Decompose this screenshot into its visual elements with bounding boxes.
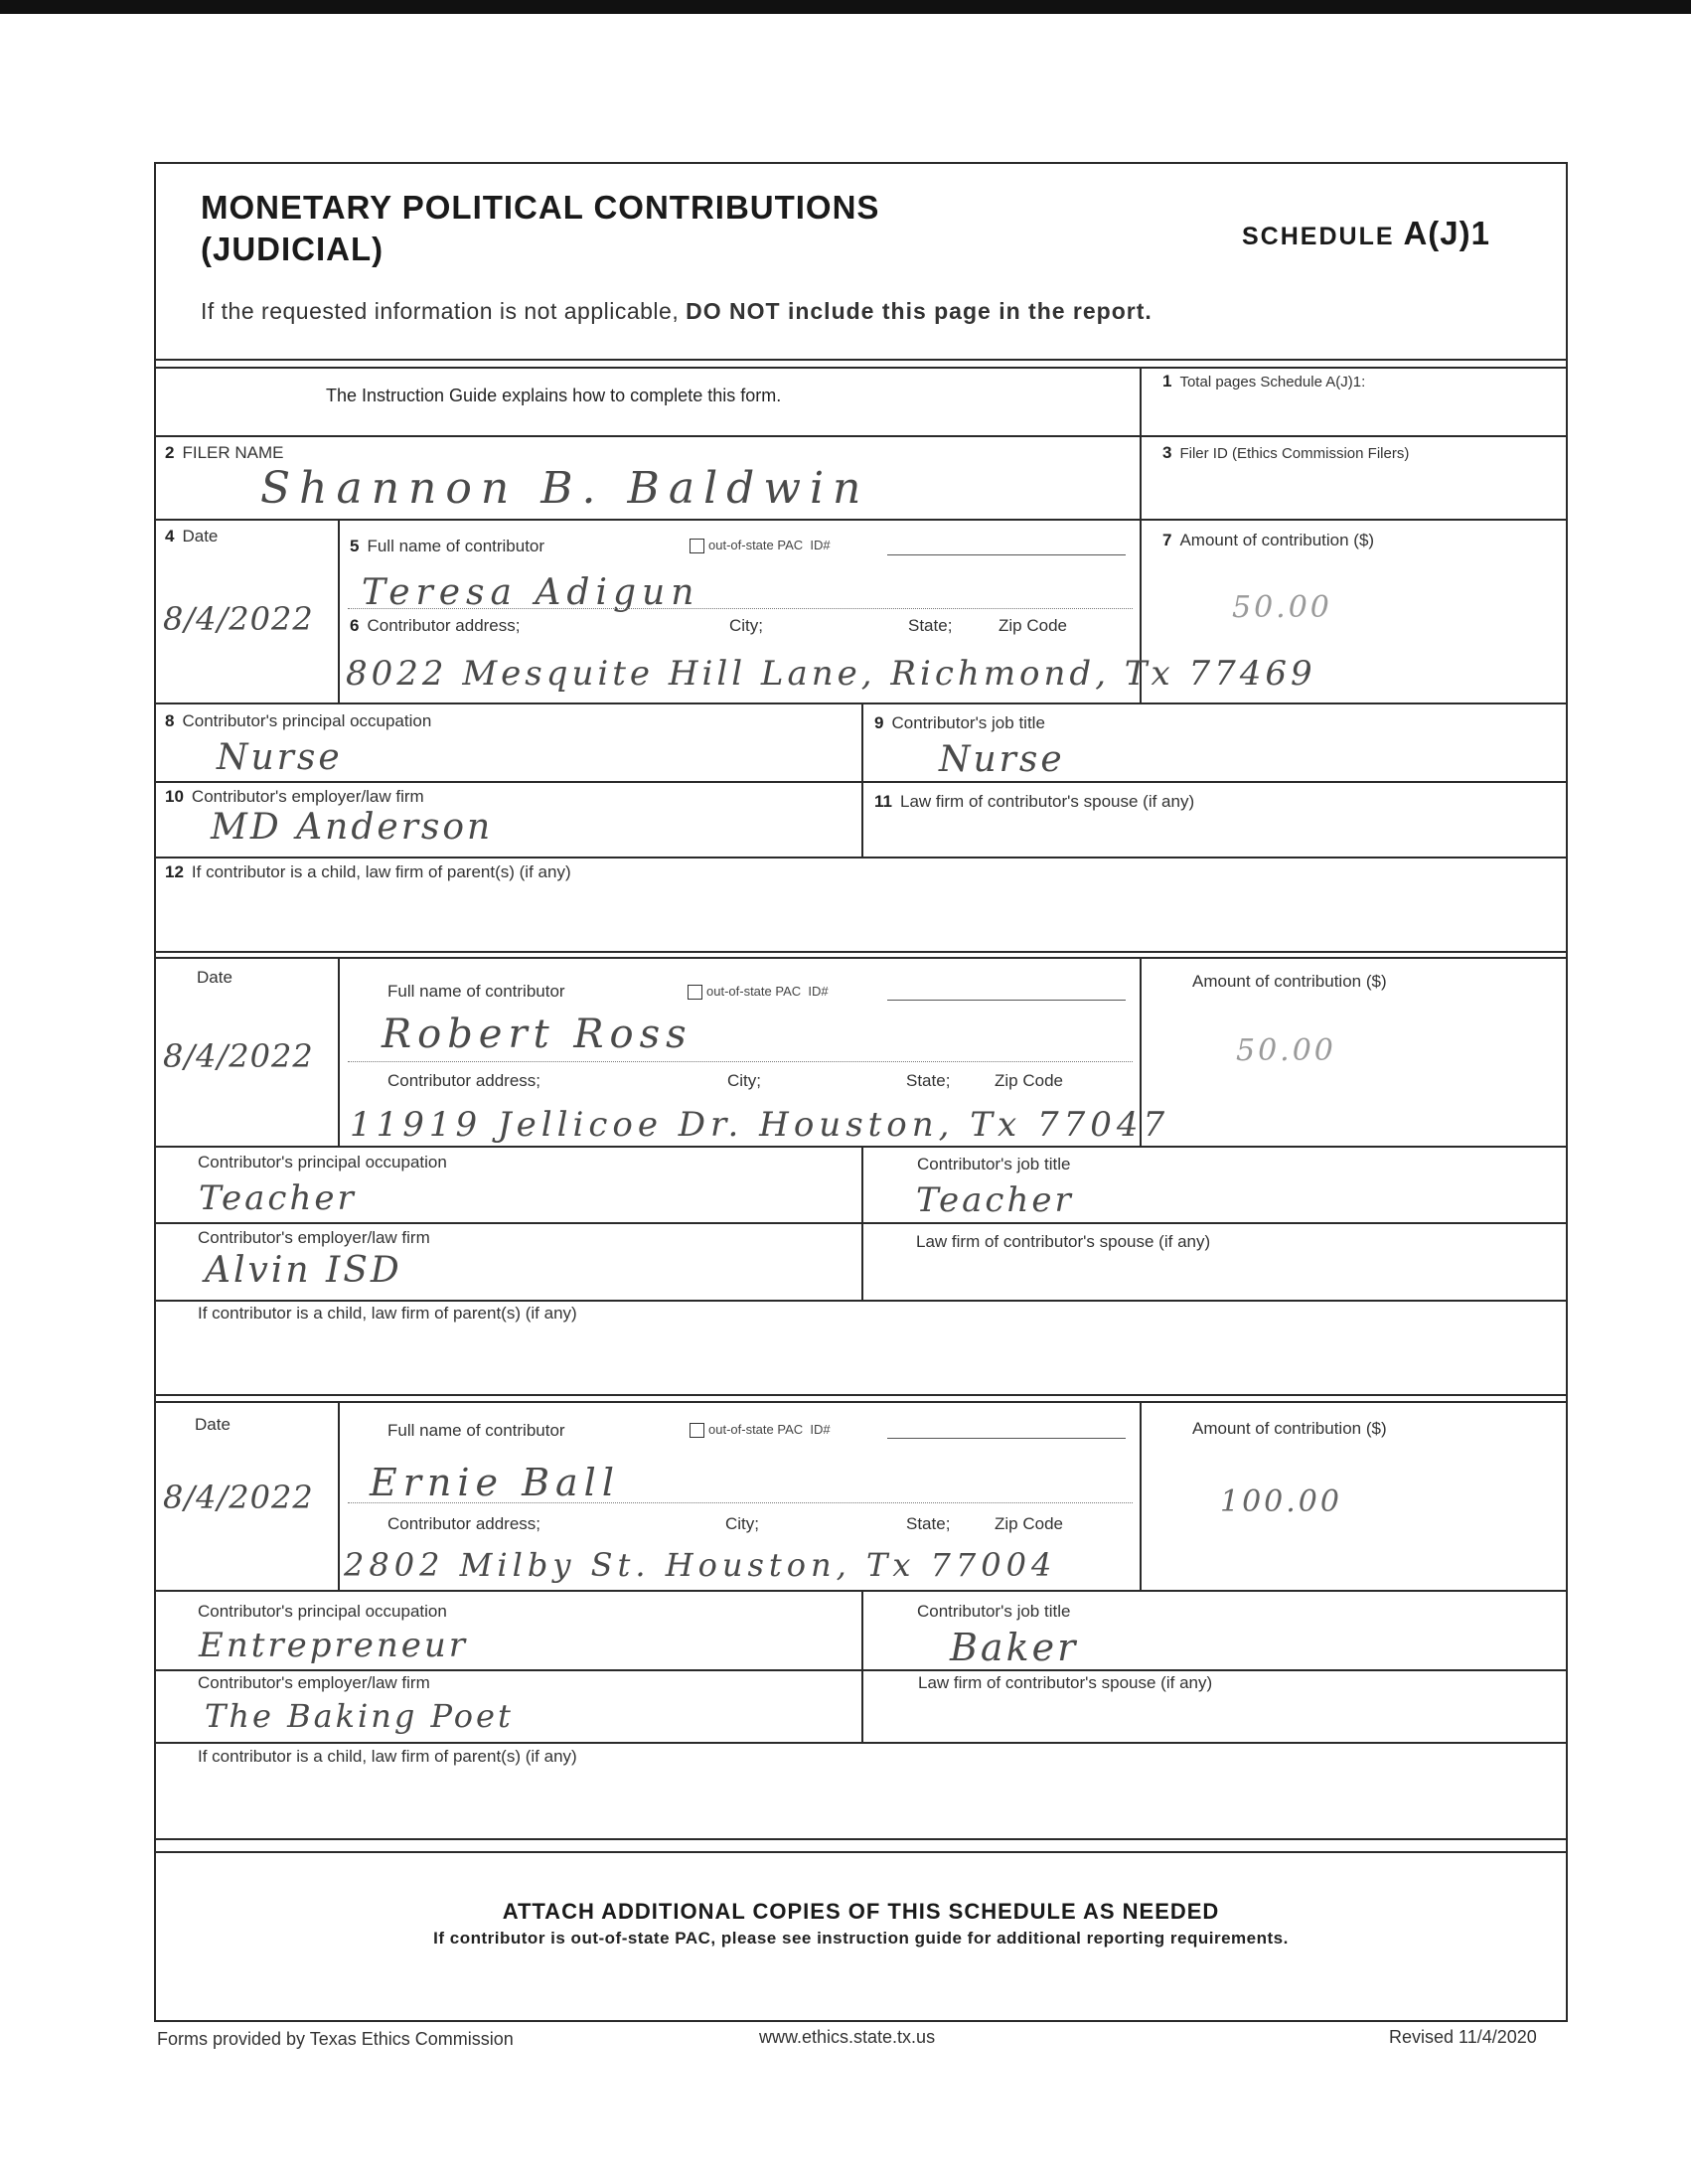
checkbox-icon [688, 985, 702, 1000]
c2-spouse-label: Law firm of contributor's spouse (if any) [916, 1232, 1211, 1251]
c3-child-label: If contributor is a child, law firm of parent(s) (if any) [198, 1747, 577, 1766]
applicability-notice: If the requested information is not applicable, DO NOT include this page in the report. [201, 298, 1153, 324]
c3-address-label: Contributor address; [387, 1514, 541, 1533]
c1-zip-label: Zip Code [999, 616, 1067, 635]
c1-child-label: 12 If contributor is a child, law firm of parent(s) (if any) [165, 862, 571, 881]
c1-address-label: 6 Contributor address; [350, 616, 521, 635]
c3-city-label: City; [725, 1514, 759, 1533]
c3-occupation-value[interactable]: Entrepreneur [199, 1626, 469, 1665]
c3-zip-label: Zip Code [995, 1514, 1063, 1533]
c2-pac-checkbox[interactable]: out-of-state PAC ID# [688, 984, 829, 1000]
c2-city-label: City; [727, 1071, 761, 1090]
instruction-text: The Instruction Guide explains how to complete this form. [326, 386, 782, 405]
c1-date-value[interactable]: 8/4/2022 [163, 600, 314, 638]
c1-name-label: 5 Full name of contributor [350, 537, 545, 555]
c1-employer-label: 10 Contributor's employer/law firm [165, 787, 424, 806]
c3-address-value[interactable]: 2802 Milby St. Houston, Tx 77004 [344, 1546, 1057, 1584]
c3-spouse-label: Law firm of contributor's spouse (if any) [918, 1673, 1213, 1692]
c2-amount-value[interactable]: 50.00 [1236, 1033, 1336, 1068]
c2-name-label: Full name of contributor [387, 982, 565, 1001]
c1-spouse-label: 11 Law firm of contributor's spouse (if any) [874, 792, 1195, 811]
c1-state-label: State; [908, 616, 953, 635]
c1-employer-value[interactable]: MD Anderson [211, 807, 494, 848]
form-title: MONETARY POLITICAL CONTRIBUTIONS (JUDICIAL) [201, 189, 880, 267]
footer-revised: Revised 11/4/2020 [1389, 2027, 1537, 2047]
c1-address-value[interactable]: 8022 Mesquite Hill Lane, Richmond, Tx 77469 [346, 654, 1316, 694]
c1-amount-label: 7 Amount of contribution ($) [1162, 531, 1375, 549]
c3-pac-checkbox[interactable]: out-of-state PAC ID# [690, 1422, 831, 1438]
c1-occupation-label: 8 Contributor's principal occupation [165, 711, 432, 730]
filer-name-label: 2 FILER NAME [165, 443, 284, 462]
c1-date-label: 4 Date [165, 527, 219, 546]
c2-occupation-label: Contributor's principal occupation [198, 1153, 447, 1171]
c2-address-value[interactable]: 11919 Jellicoe Dr. Houston, Tx 77047 [350, 1105, 1170, 1145]
c2-job-title-value[interactable]: Teacher [916, 1180, 1074, 1220]
c3-state-label: State; [906, 1514, 951, 1533]
c2-date-value[interactable]: 8/4/2022 [163, 1037, 314, 1075]
schedule-code: SCHEDULE A(J)1 [1242, 215, 1490, 251]
filer-name-value[interactable]: Shannon B. Baldwin [260, 463, 870, 514]
total-pages-label: 1 Total pages Schedule A(J)1: [1162, 372, 1366, 390]
c3-name-value[interactable]: Ernie Ball [370, 1461, 620, 1504]
c1-pac-checkbox[interactable]: out-of-state PAC ID# [690, 538, 831, 553]
c3-job-title-label: Contributor's job title [917, 1602, 1071, 1621]
c2-zip-label: Zip Code [995, 1071, 1063, 1090]
checkbox-icon [690, 539, 704, 553]
c2-job-title-label: Contributor's job title [917, 1155, 1071, 1173]
c3-date-value[interactable]: 8/4/2022 [163, 1479, 314, 1516]
c2-occupation-value[interactable]: Teacher [199, 1178, 357, 1218]
attach-copies-notice: ATTACH ADDITIONAL COPIES OF THIS SCHEDULE AS NEEDED [502, 1899, 1220, 1924]
footer-provider: Forms provided by Texas Ethics Commission [157, 2029, 514, 2049]
c3-amount-label: Amount of contribution ($) [1192, 1419, 1387, 1438]
c2-amount-label: Amount of contribution ($) [1192, 972, 1387, 991]
c2-child-label: If contributor is a child, law firm of parent(s) (if any) [198, 1304, 577, 1323]
c3-employer-value[interactable]: The Baking Poet [205, 1697, 514, 1735]
c1-job-title-value[interactable]: Nurse [939, 739, 1065, 780]
pac-reporting-note: If contributor is out-of-state PAC, please see instruction guide for additional reporting requirements. [433, 1929, 1289, 1948]
c3-job-title-value[interactable]: Baker [950, 1626, 1079, 1669]
c2-employer-value[interactable]: Alvin ISD [205, 1250, 402, 1291]
scan-top-edge [0, 0, 1691, 14]
c2-address-label: Contributor address; [387, 1071, 541, 1090]
c1-amount-value[interactable]: 50.00 [1232, 590, 1332, 625]
c3-amount-value[interactable]: 100.00 [1220, 1484, 1342, 1519]
c2-date-label: Date [197, 968, 232, 987]
c2-name-value[interactable]: Robert Ross [382, 1012, 692, 1057]
filer-id-label: 3 Filer ID (Ethics Commission Filers) [1162, 443, 1410, 462]
c2-state-label: State; [906, 1071, 951, 1090]
c3-occupation-label: Contributor's principal occupation [198, 1602, 447, 1621]
c1-city-label: City; [729, 616, 763, 635]
c1-name-value[interactable]: Teresa Adigun [362, 572, 700, 613]
c2-employer-label: Contributor's employer/law firm [198, 1228, 430, 1247]
c3-name-label: Full name of contributor [387, 1421, 565, 1440]
c3-date-label: Date [195, 1415, 231, 1434]
c3-employer-label: Contributor's employer/law firm [198, 1673, 430, 1692]
c1-job-title-label: 9 Contributor's job title [874, 713, 1045, 732]
footer-website[interactable]: www.ethics.state.tx.us [759, 2027, 936, 2047]
c1-occupation-value[interactable]: Nurse [217, 737, 343, 778]
checkbox-icon [690, 1423, 704, 1438]
